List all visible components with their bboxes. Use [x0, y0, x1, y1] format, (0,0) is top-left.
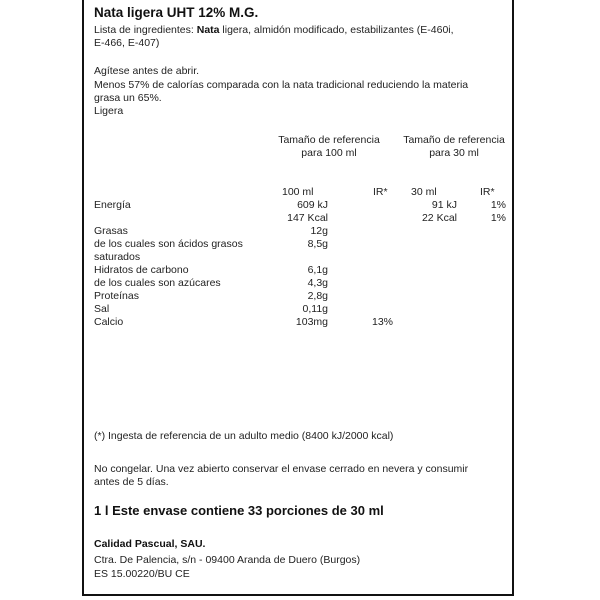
- ref-header-30: [389, 134, 519, 160]
- nutrient-name: Energía: [94, 199, 131, 211]
- nutrient-ir-30ml: 1%: [490, 212, 506, 224]
- nutrient-value-100ml: 147 Kcal: [287, 212, 328, 224]
- nutrient-name: de los cuales son azúcares: [94, 277, 221, 289]
- nutrient-name: saturados: [94, 251, 141, 263]
- ref-100-line1: Tamaño de referencia: [278, 134, 380, 146]
- nutrient-value-30ml: 22 Kcal: [421, 212, 457, 224]
- company-name: Calidad Pascual, SAU.: [94, 538, 206, 550]
- nutrient-name: Hidratos de carbono: [94, 264, 189, 276]
- storage-line-1: No congelar. Una vez abierto conservar el envase cerrado en nevera y consumir: [94, 463, 469, 475]
- shake-instruction: Agítese antes de abrir.: [94, 65, 200, 77]
- nutrient-ir-30ml: 1%: [490, 199, 506, 211]
- claim-line-2: grasa un 65%.: [94, 92, 162, 104]
- col-100ml: 100 ml: [282, 186, 314, 198]
- nutrient-value-100ml: 2,8g: [307, 290, 328, 302]
- nutrient-value-100ml: 609 kJ: [297, 199, 328, 211]
- col-ir-1: IR*: [373, 186, 388, 198]
- nutrient-value-100ml: 4,3g: [307, 277, 328, 289]
- ingredients-prefix: Lista de ingredientes:: [94, 24, 197, 36]
- nutrient-value-100ml: 103mg: [295, 316, 328, 328]
- nutrient-value-100ml: 12g: [310, 225, 328, 237]
- portions-info: 1 l Este envase contiene 33 porciones de 30 ml: [94, 503, 384, 518]
- nutrient-value-100ml: 0,11g: [302, 303, 328, 315]
- nutrition-label: [82, 0, 514, 596]
- ref-30-line1: Tamaño de referencia: [403, 134, 505, 146]
- nutrient-value-100ml: 6,1g: [307, 264, 328, 276]
- ref-100-line2: para 100 ml: [301, 147, 357, 159]
- footnote: (*) Ingesta de referencia de un adulto medio (8400 kJ/2000 kcal): [94, 430, 394, 442]
- ref-30-line2: para 30 ml: [429, 147, 479, 159]
- ingredients-rest: ligera, almidón modificado, estabilizantes (E-460i,: [219, 24, 454, 36]
- nutrient-value-30ml: 91 kJ: [431, 199, 457, 211]
- nutrient-name: Sal: [94, 303, 110, 315]
- nutrient-name: Proteínas: [94, 290, 139, 302]
- storage-line-2: antes de 5 días.: [94, 476, 169, 488]
- nutrient-name: de los cuales son ácidos grasos: [94, 238, 243, 250]
- col-ir-2: IR*: [480, 186, 495, 198]
- company-address: Ctra. De Palencia, s/n - 09400 Aranda de Duero (Burgos): [94, 554, 361, 566]
- nutrient-value-100ml: 8,5g: [307, 238, 328, 250]
- nutrient-name: Calcio: [94, 316, 124, 328]
- nutrient-name: Grasas: [94, 225, 128, 237]
- ref-header-100: [264, 134, 394, 160]
- ingredients-bold: Nata: [196, 24, 220, 36]
- ingredients-line-2: E-466, E-407): [94, 37, 160, 49]
- claim-line-1: Menos 57% de calorías comparada con la nata tradicional reduciendo la materia: [94, 79, 469, 91]
- product-title: Nata ligera UHT 12% M.G.: [94, 5, 259, 20]
- ingredients-line-1: [94, 24, 454, 37]
- company-registry: ES 15.00220/BU CE: [94, 568, 190, 580]
- col-30ml: 30 ml: [411, 186, 437, 198]
- light-label: Ligera: [94, 105, 124, 117]
- nutrient-ir-100ml: 13%: [372, 316, 394, 328]
